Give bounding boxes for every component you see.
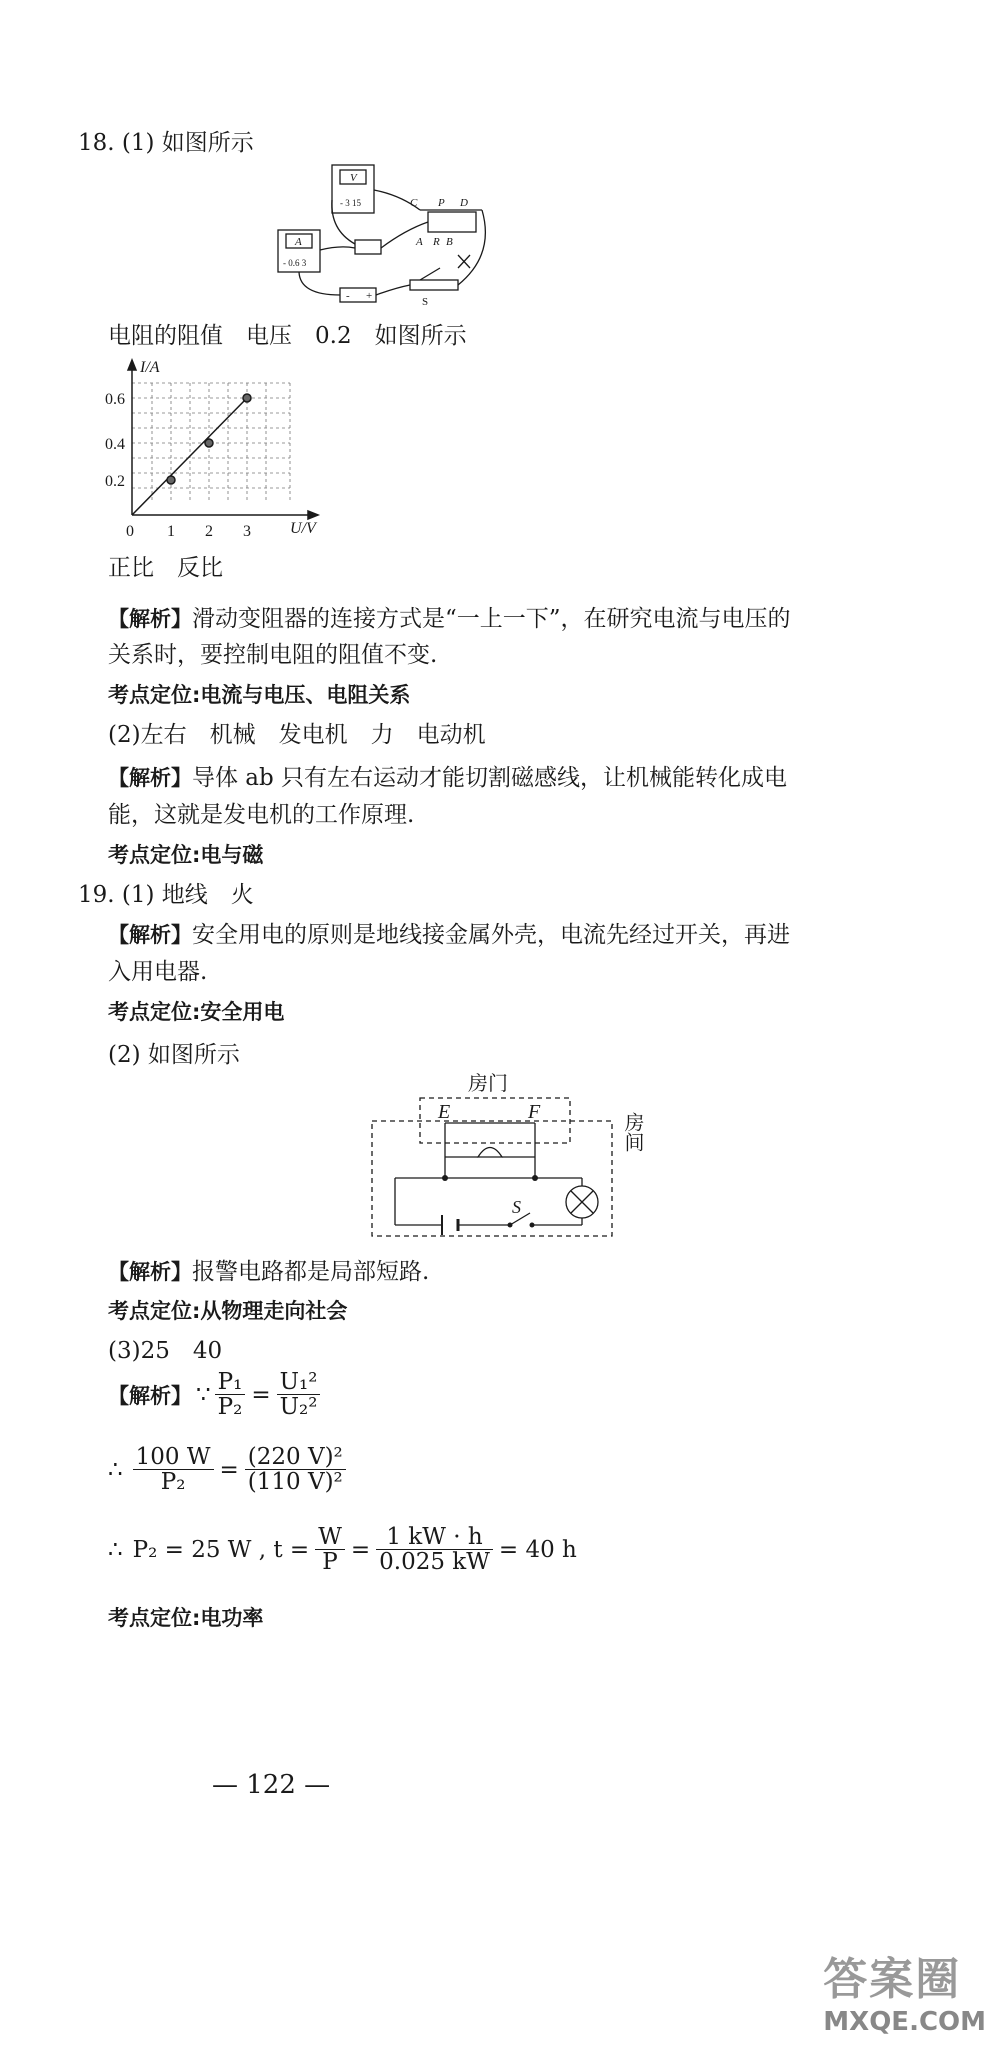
fraction: $\frac{100 W}{\text{P₂}}$	[133, 1445, 214, 1494]
room-label: 房间	[621, 1112, 645, 1152]
q18-analysis1-line2: 关系时，要控制电阻的阻值不变.	[108, 642, 438, 668]
equation-1	[108, 1370, 320, 1419]
equation-2	[108, 1445, 346, 1494]
because-symbol: ∵	[196, 1381, 211, 1408]
analysis-text: 报警电路都是局部短路.	[192, 1259, 430, 1285]
q18-key-point1: 考点定位:电流与电压、电阻关系	[108, 683, 411, 707]
rheostat-icon	[428, 212, 476, 232]
q19-analysis2	[108, 1257, 429, 1287]
q19-part2: (2) 如图所示	[108, 1042, 240, 1068]
q19-analysis1-line1	[108, 920, 790, 950]
q19-key-point2: 考点定位:从物理走向社会	[108, 1299, 348, 1323]
q19-analysis1-line2: 入用电器.	[108, 959, 208, 985]
watermark-logo: 答案圈	[823, 1954, 962, 2005]
label-b: B	[446, 236, 453, 248]
x-axis-label: U/V	[290, 520, 316, 537]
fraction: $\frac{\text{U₁²}}{\text{U₂²}}$	[277, 1370, 321, 1419]
equation-text: P₂ = 25 W , t =	[132, 1536, 310, 1563]
origin-label: 0	[126, 523, 134, 540]
q18-analysis2-line2: 能，这就是发电机的工作原理.	[108, 802, 415, 828]
label-a: A	[416, 236, 423, 248]
voltmeter-label: V	[350, 172, 357, 184]
switch-icon	[410, 280, 458, 290]
label-c: C	[410, 197, 418, 209]
therefore-symbol: ∴	[108, 1536, 123, 1563]
label-r: R	[433, 236, 440, 248]
data-line	[132, 398, 247, 515]
label-s: S	[512, 1197, 521, 1217]
x-tick: 2	[205, 523, 213, 540]
q19-part3: (3)25 40	[108, 1338, 223, 1364]
y-tick: 0.4	[105, 436, 125, 453]
q18-analysis1-line1	[108, 604, 791, 634]
y-axis-label: I/A	[140, 359, 160, 376]
y-tick: 0.2	[105, 473, 125, 490]
q18-part1: 18. (1) 如图所示	[78, 130, 254, 156]
equation-result: = 40 h	[498, 1536, 577, 1563]
analysis-text: 安全用电的原则是地线接金属外壳，电流先经过开关，再进	[192, 922, 790, 948]
door-alarm-circuit-diagram	[360, 1073, 650, 1243]
door-label: 房门	[468, 1073, 508, 1095]
fraction: $\frac{\text{(220 V)²}}{\text{(110 V)²}}$	[245, 1445, 346, 1494]
equals: =	[219, 1456, 239, 1483]
y-tick: 0.6	[105, 391, 125, 408]
data-point	[167, 476, 175, 484]
q18-answer-line: 电阻的阻值 电压 0.2 如图所示	[108, 323, 467, 349]
voltmeter-scale: - 3 15	[340, 198, 361, 208]
fraction: $\frac{1 kW \cdot h}{0.025 kW}$	[376, 1525, 493, 1574]
analysis-tag: 【解析】	[108, 923, 192, 947]
current-voltage-graph	[100, 358, 340, 548]
data-point	[243, 394, 251, 402]
bell-icon	[478, 1148, 502, 1158]
battery-minus: -	[346, 290, 350, 302]
analysis-tag: 【解析】	[108, 607, 192, 631]
label-f: F	[528, 1101, 541, 1123]
analysis-tag: 【解析】	[108, 1383, 192, 1408]
analysis-text: 滑动变阻器的连接方式是“一上一下”，在研究电流与电压的	[192, 606, 791, 632]
watermark	[823, 1943, 986, 2037]
q18-analysis2-line1	[108, 763, 787, 793]
label-d: D	[460, 197, 468, 209]
label-e: E	[438, 1101, 451, 1123]
page-number: — 122 —	[212, 1770, 331, 1800]
label-p: P	[438, 197, 445, 209]
equals: =	[251, 1381, 271, 1408]
fraction: $\frac{W}{P}$	[315, 1525, 345, 1574]
x-tick: 3	[243, 523, 251, 540]
q19-part1: 19. (1) 地线 火	[78, 882, 254, 908]
data-point	[205, 439, 213, 447]
analysis-tag: 【解析】	[108, 1260, 192, 1284]
x-tick: 1	[167, 523, 175, 540]
analysis-tag: 【解析】	[108, 766, 192, 790]
q18-part2: (2)左右 机械 发电机 力 电动机	[108, 722, 486, 748]
ammeter-scale: - 0.6 3	[283, 258, 307, 268]
equation-3	[108, 1525, 577, 1574]
q18-answer2: 正比 反比	[108, 555, 223, 581]
label-s: S	[422, 296, 429, 308]
analysis-text: 导体 ab 只有左右运动才能切割磁感线，让机械能转化成电	[192, 765, 788, 791]
q19-key-point1: 考点定位:安全用电	[108, 1000, 285, 1024]
equals: =	[350, 1536, 371, 1563]
q18-key-point2: 考点定位:电与磁	[108, 843, 264, 867]
experiment-circuit-diagram	[270, 160, 510, 310]
watermark-url: MXQE.COM	[823, 2007, 986, 2037]
ammeter-label: A	[295, 236, 302, 248]
resistor-icon	[355, 240, 381, 254]
battery-plus: +	[366, 290, 373, 302]
fraction: $\frac{\text{P₁}}{\text{P₂}}$	[215, 1370, 246, 1419]
therefore-symbol: ∴	[108, 1456, 123, 1483]
q19-key-point3: 考点定位:电功率	[108, 1606, 264, 1630]
